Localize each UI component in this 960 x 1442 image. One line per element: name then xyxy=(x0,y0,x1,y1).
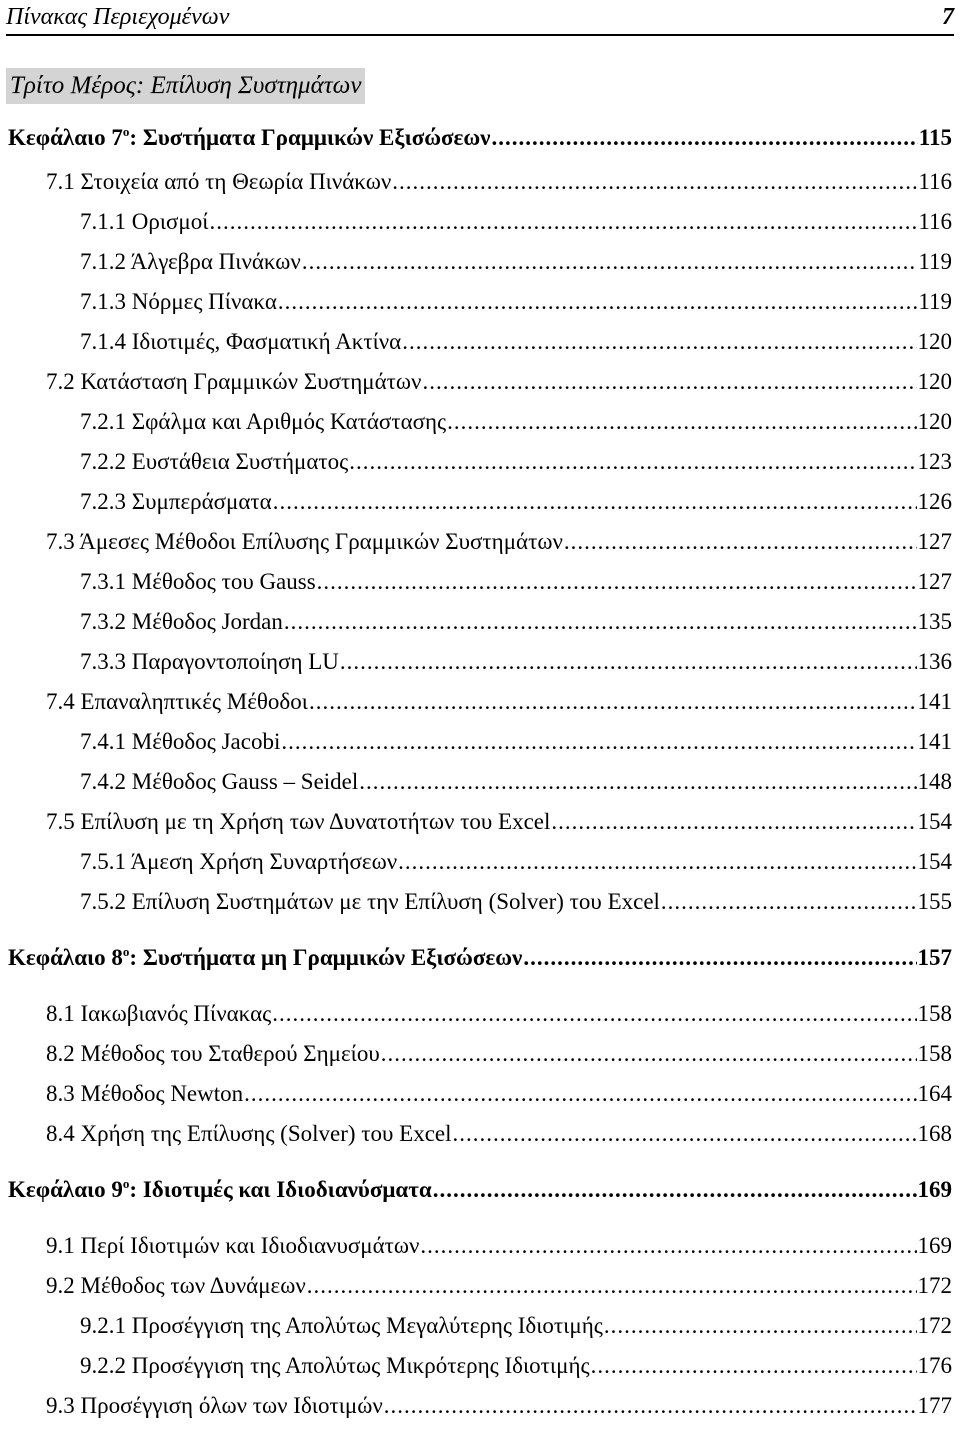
dot-leader xyxy=(420,1230,916,1262)
dot-leader xyxy=(278,286,917,318)
toc-page-number: 169 xyxy=(917,1233,952,1258)
toc-entry-label: 9.2.2 Προσέγγιση της Απολύτως Μικρότερης Ιδιοτιμής xyxy=(80,1353,590,1378)
toc-entry-label: 8.4 Χρήση της Επίλυσης (Solver) του Excel xyxy=(46,1121,452,1146)
page-header xyxy=(6,0,954,36)
toc-entry-label xyxy=(8,942,522,974)
toc-entry[interactable] xyxy=(80,406,952,438)
header-page-number: 7 xyxy=(942,3,954,30)
toc-entry[interactable] xyxy=(80,326,952,358)
toc-entry[interactable] xyxy=(46,166,952,198)
header-title: Πίνακας Περιεχομένων xyxy=(6,3,230,30)
toc-page-number: 119 xyxy=(918,289,952,314)
toc-page-number: 115 xyxy=(918,125,952,150)
toc-entry[interactable] xyxy=(46,1390,952,1422)
toc-entry[interactable] xyxy=(80,446,952,478)
dot-leader xyxy=(359,766,916,798)
toc-page-number: 120 xyxy=(917,369,952,394)
toc-entry[interactable] xyxy=(46,1038,952,1070)
toc-chapter-entry[interactable] xyxy=(8,122,952,154)
chapter-label-title: : Συστήματα Γραμμικών Εξισώσεων xyxy=(129,125,491,150)
toc-entry[interactable] xyxy=(80,726,952,758)
chapter-label-title: : Ιδιοτιμές και Ιδιοδιανύσματα xyxy=(129,1177,432,1202)
toc-entry-label: 7.2.1 Σφάλμα και Αριθμός Κατάστασης xyxy=(80,409,447,434)
toc-page-number: 172 xyxy=(917,1273,952,1298)
dot-leader xyxy=(491,122,917,154)
toc-page-number: 154 xyxy=(917,809,952,834)
toc-entry-label: 7.1.1 Ορισμοί xyxy=(80,209,209,234)
toc-page-number: 172 xyxy=(917,1313,952,1338)
toc-entry-label: 7.2 Κατάσταση Γραμμικών Συστημάτων xyxy=(46,369,422,394)
dot-leader xyxy=(273,486,917,518)
dot-leader xyxy=(309,686,917,718)
toc-page-number: 120 xyxy=(917,409,952,434)
toc-page-number: 120 xyxy=(917,329,952,354)
toc-page-number: 169 xyxy=(917,1177,952,1202)
dot-leader xyxy=(384,1390,917,1422)
toc-entry[interactable] xyxy=(46,1270,952,1302)
dot-leader xyxy=(307,1270,917,1302)
dot-leader xyxy=(392,166,917,198)
toc-entry[interactable] xyxy=(46,366,952,398)
toc-entry[interactable] xyxy=(46,1230,952,1262)
dot-leader xyxy=(422,366,916,398)
toc-entry-label: 7.5.2 Επίλυση Συστημάτων με την Επίλυση (Solver) του Excel xyxy=(80,889,660,914)
toc-entry[interactable] xyxy=(80,246,952,278)
toc-chapter-entry[interactable] xyxy=(8,1174,952,1206)
toc-page-number: 177 xyxy=(917,1393,952,1418)
toc-entry[interactable] xyxy=(46,806,952,838)
toc-chapter-entry[interactable] xyxy=(8,942,952,974)
toc-page-number: 155 xyxy=(917,889,952,914)
toc-entry-label: 7.4.1 Μέθοδος Jacobi xyxy=(80,729,281,754)
toc-entry[interactable] xyxy=(80,846,952,878)
toc-entry[interactable] xyxy=(80,566,952,598)
dot-leader xyxy=(284,606,917,638)
toc-entry-label: 7.4.2 Μέθοδος Gauss – Seidel xyxy=(80,769,359,794)
toc-page-number: 158 xyxy=(917,1001,952,1026)
toc-entry[interactable] xyxy=(46,998,952,1030)
dot-leader xyxy=(433,1174,917,1206)
dot-leader xyxy=(523,942,916,974)
toc-entry[interactable] xyxy=(46,1078,952,1110)
dot-leader xyxy=(349,446,916,478)
toc-entry-label: 7.4 Επαναληπτικές Μέθοδοι xyxy=(46,689,308,714)
toc-entry[interactable] xyxy=(80,1310,952,1342)
dot-leader xyxy=(381,1038,917,1070)
toc-entry-label: 7.1.4 Ιδιοτιμές, Φασματική Ακτίνα xyxy=(80,329,402,354)
toc-entry[interactable] xyxy=(80,646,952,678)
toc-page-number: 157 xyxy=(917,945,952,970)
toc-entry-label: 7.1 Στοιχεία από τη Θεωρία Πινάκων xyxy=(46,169,392,194)
toc-entry-label: 7.2.2 Ευστάθεια Συστήματος xyxy=(80,449,349,474)
dot-leader xyxy=(340,646,917,678)
toc-entry-label xyxy=(8,122,490,154)
toc-entry[interactable] xyxy=(80,486,952,518)
part-title: Τρίτο Μέρος: Επίλυση Συστημάτων xyxy=(6,68,365,104)
toc-entry-label: 7.3.1 Μέθοδος του Gauss xyxy=(80,569,316,594)
toc-page-number: 135 xyxy=(917,609,952,634)
chapter-label-prefix: Κεφάλαιο 8 xyxy=(8,945,123,970)
dot-leader xyxy=(402,326,916,358)
toc-entry[interactable] xyxy=(80,286,952,318)
dot-leader xyxy=(564,526,917,558)
chapter-label-prefix: Κεφάλαιο 9 xyxy=(8,1177,123,1202)
toc-entry-label: 7.3.2 Μέθοδος Jordan xyxy=(80,609,283,634)
toc-entry-label: 7.1.3 Νόρμες Πίνακα xyxy=(80,289,277,314)
chapter-ordinal-superscript: ο xyxy=(122,1176,130,1191)
dot-leader xyxy=(317,566,917,598)
dot-leader xyxy=(244,1078,916,1110)
dot-leader xyxy=(447,406,916,438)
chapter-ordinal-superscript: ο xyxy=(122,124,130,139)
dot-leader xyxy=(591,1350,917,1382)
toc-entry[interactable] xyxy=(80,206,952,238)
chapter-ordinal-superscript: ο xyxy=(122,944,130,959)
toc-page-number: 168 xyxy=(917,1121,952,1146)
toc-page-number: 141 xyxy=(917,729,952,754)
toc-entry-label: 9.2.1 Προσέγγιση της Απολύτως Μεγαλύτερης Ιδιοτιμής xyxy=(80,1313,603,1338)
dot-leader xyxy=(604,1310,917,1342)
dot-leader xyxy=(209,206,917,238)
toc-entry-label: 8.2 Μέθοδος του Σταθερού Σημείου xyxy=(46,1041,380,1066)
toc-page-number: 141 xyxy=(917,689,952,714)
toc-entry-label xyxy=(8,1174,432,1206)
toc-entry-label: 8.3 Μέθοδος Newton xyxy=(46,1081,244,1106)
toc-page-number: 136 xyxy=(917,649,952,674)
dot-leader xyxy=(661,886,917,918)
toc-entry[interactable] xyxy=(46,526,952,558)
toc-entry[interactable] xyxy=(80,1350,952,1382)
toc-entry-label: 7.3 Άμεσες Μέθοδοι Επίλυσης Γραμμικών Συστημάτων xyxy=(46,529,563,554)
toc-page-number: 176 xyxy=(917,1353,952,1378)
dot-leader xyxy=(453,1118,917,1150)
toc-page-number: 127 xyxy=(917,529,952,554)
toc-page-number: 164 xyxy=(917,1081,952,1106)
toc-entry[interactable] xyxy=(46,686,952,718)
toc-entry-label: 9.3 Προσέγγιση όλων των Ιδιοτιμών xyxy=(46,1393,383,1418)
toc-entry-label: 9.2 Μέθοδος των Δυνάμεων xyxy=(46,1273,306,1298)
toc-page-number: 127 xyxy=(917,569,952,594)
toc-entry-label: 7.1.2 Άλγεβρα Πινάκων xyxy=(80,249,301,274)
chapter-label-title: : Συστήματα μη Γραμμικών Εξισώσεων xyxy=(129,945,523,970)
toc-page-number: 116 xyxy=(918,209,952,234)
toc-page-number: 148 xyxy=(917,769,952,794)
toc-page-number: 123 xyxy=(917,449,952,474)
toc-entry-label: 7.2.3 Συμπεράσματα xyxy=(80,489,272,514)
dot-leader xyxy=(302,246,918,278)
toc-page-number: 119 xyxy=(918,249,952,274)
toc-entry[interactable] xyxy=(80,766,952,798)
toc-entry-label: 7.5 Επίλυση με τη Χρήση των Δυνατοτήτων του Excel xyxy=(46,809,551,834)
toc-entry-label: 7.3.3 Παραγοντοποίηση LU xyxy=(80,649,339,674)
dot-leader xyxy=(281,726,916,758)
toc-entry-label: 7.5.1 Άμεση Χρήση Συναρτήσεων xyxy=(80,849,398,874)
toc-entry-label: 9.1 Περί Ιδιοτιμών και Ιδιοδιανυσμάτων xyxy=(46,1233,420,1258)
dot-leader xyxy=(551,806,916,838)
toc-page-number: 126 xyxy=(917,489,952,514)
dot-leader xyxy=(398,846,916,878)
toc-page-number: 116 xyxy=(918,169,952,194)
toc-page-number: 158 xyxy=(917,1041,952,1066)
toc-entry[interactable] xyxy=(46,1118,952,1150)
toc-entry-label: 8.1 Ιακωβιανός Πίνακας xyxy=(46,1001,272,1026)
toc-page-number: 154 xyxy=(917,849,952,874)
toc-entry[interactable] xyxy=(80,606,952,638)
chapter-label-prefix: Κεφάλαιο 7 xyxy=(8,125,123,150)
dot-leader xyxy=(272,998,916,1030)
toc-entry[interactable] xyxy=(80,886,952,918)
